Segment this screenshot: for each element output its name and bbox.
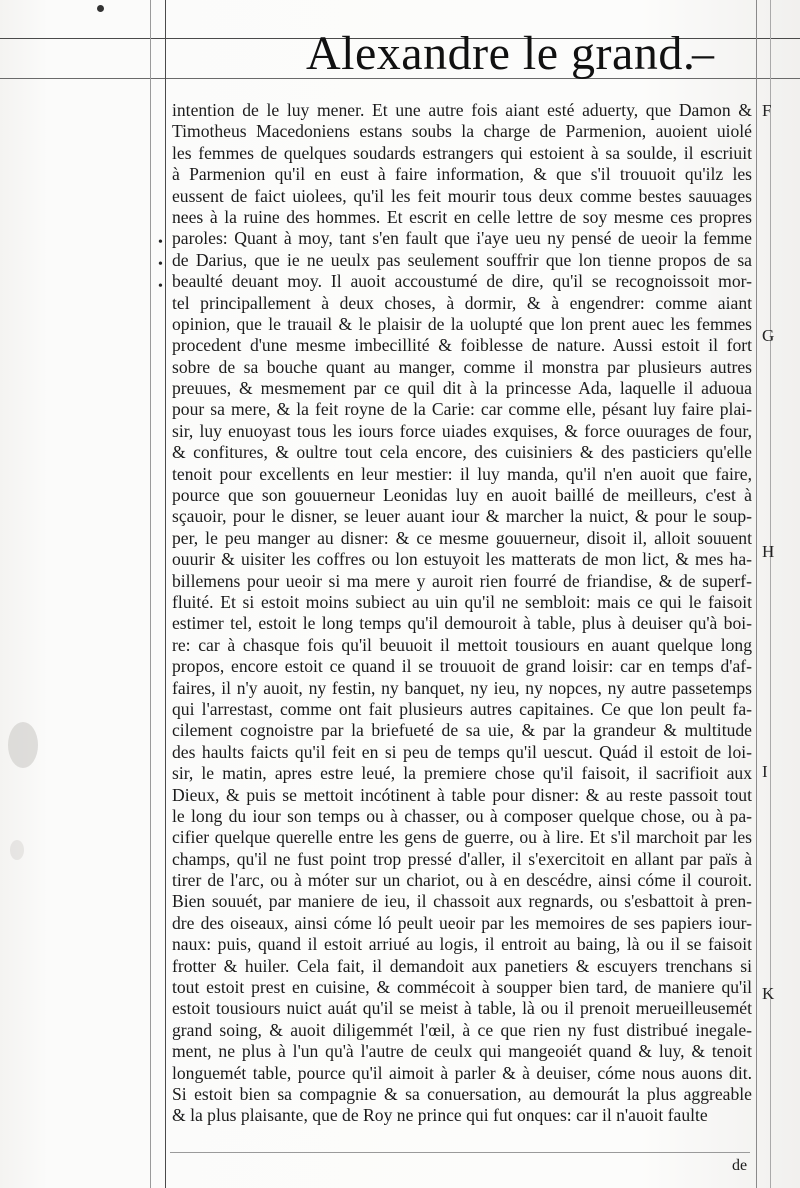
text-line: tirer de l'arc, ou à móter sur un chariot, ou à en descédre, ainsi cóme il couroit. bbox=[172, 870, 752, 891]
text-line: billemens pour ueoir si ma mere y auroit rien fourré de friandise, & de superf- bbox=[172, 570, 752, 591]
body-text bbox=[172, 100, 752, 1127]
text-line: le long du iour son temps ou à chasser, ou à composer quelque chose, ou à pa- bbox=[172, 805, 752, 826]
margin-letter-i: I bbox=[762, 762, 768, 781]
running-title: Alexandre le grand. bbox=[306, 27, 696, 80]
text-line: estimer tel, estoit le long temps qu'il demouroit à table, plus à deuiser qu'à boi- bbox=[172, 613, 752, 634]
footer-rule bbox=[170, 1152, 750, 1153]
text-line: beaulté deuant moy. Il auoit accoustumé de dire, qu'il se recognoissoit mor- bbox=[172, 271, 752, 292]
text-line: fluité. Et si estoit moins subiect au uin qu'il ne sembloit: mais ce qui le faisoit bbox=[172, 591, 752, 612]
text-line: intention de le luy mener. Et une autre fois aiant esté aduerty, que Damon & bbox=[172, 100, 752, 120]
text-line: cifier quelque querelle entre les gens de guerre, ou à lire. Et s'il marchoit par les bbox=[172, 827, 752, 848]
text-line: sçauoir, pour le disner, se leuer auant iour & marcher la nuict, & pour le soup- bbox=[172, 506, 752, 527]
text-line: & la plus plaisante, que de Roy ne prince qui fut onques: car il n'auoit faulte bbox=[172, 1105, 708, 1126]
text-line: cilement cognoistre par la briefueté de sa uie, & par la grandeur & multitude bbox=[172, 720, 752, 741]
text-line: pour sa mere, & la feit royne de la Carie: car comme elle, pésant luy faire plai- bbox=[172, 399, 752, 420]
text-line: opinion, que le trauail & le plaisir de la uolupté que lon prent auec les femmes bbox=[172, 313, 752, 334]
text-line: champs, qu'il ne fust point trop pressé d'aller, il s'exercitoit en allant par païs à bbox=[172, 848, 752, 869]
text-line: tenoit pour excellents en leur mestier: il luy manda, qu'il n'en auoit que faire, bbox=[172, 463, 752, 484]
margin-marker: • bbox=[158, 279, 163, 294]
text-line: & confitures, & oultre tout cela encore, des cuisiniers & des pasticiers qu'elle bbox=[172, 442, 752, 463]
margin-marker: • bbox=[158, 257, 163, 272]
text-line: preuues, & mesmement par ce quil dit à la princesse Ada, laquelle il aduoua bbox=[172, 378, 752, 399]
text-line: paroles: Quant à moy, tant s'en fault que i'aye ueu ny pensé de ueoir la femme bbox=[172, 228, 752, 249]
text-line: propos, encore estoit ce quand il se trouuoit de grand loisir: car en temps d'af- bbox=[172, 656, 752, 677]
text-line: ment, ne plus à l'un qu'à l'autre de ceulx qui mangeoiét quand & luy, & tenoit bbox=[172, 1041, 752, 1062]
page-stain bbox=[10, 840, 24, 860]
margin-rule-left bbox=[165, 0, 166, 1188]
text-line: qui l'arrestast, comme ont fait plusieurs autres capitaines. Ce que lon peult fa- bbox=[172, 698, 752, 719]
text-line: sobre de sa bouche quant au manger, comme il monstra par plusieurs autres bbox=[172, 356, 752, 377]
running-dash: – bbox=[692, 29, 714, 78]
page-stain bbox=[8, 722, 38, 768]
text-line: Bien souuét, par maniere de ieu, il chassoit aux regnards, ou s'esbattoit à pren- bbox=[172, 891, 752, 912]
text-line: naux: puis, quand il estoit arriué au logis, il entroit au baing, là ou il se faisoit bbox=[172, 934, 752, 955]
text-line: procedent d'une mesme imbecillité & foiblesse de nature. Aussi estoit il fort bbox=[172, 335, 752, 356]
text-line: re: car à chasque fois qu'il beuuoit il mettoit tousiours en auant quelque long bbox=[172, 634, 752, 655]
text-line: faires, il n'y auoit, ny festin, ny banquet, ny ieu, ny nopces, ny autre passetemps bbox=[172, 677, 752, 698]
text-line: grand soing, & auoit diligemmét l'œil, à ce que rien ny fust distribué inegale- bbox=[172, 1019, 752, 1040]
text-line: longuemét table, pource qu'il aimoit à parler & à deuiser, cóme nous auons dit. bbox=[172, 1062, 752, 1083]
margin-letter-f: F bbox=[762, 101, 772, 120]
margin-letter-h: H bbox=[762, 542, 775, 561]
margin-rule-left-outer bbox=[150, 0, 151, 1188]
text-line: sir, le matin, apres estre leué, la premiere chose qu'il faisoit, il sacrifioit aux bbox=[172, 763, 752, 784]
text-line: dre des oiseaux, ainsi cóme ló peult ueoir par les memoires de ses papiers iour- bbox=[172, 912, 752, 933]
text-line: frotter & huiler. Cela fait, il demandoit aux panetiers & escuyers trenchans si bbox=[172, 955, 752, 976]
margin-rule-right bbox=[756, 0, 757, 1188]
text-line: de Darius, que ie ne ueulx pas seulement souffrir que lon tienne propos de sa bbox=[172, 249, 752, 270]
text-line: les femmes de quelques soudards estrangers qui estoient à sa soulde, il escriuit bbox=[172, 142, 752, 163]
margin-rule-right-outer bbox=[770, 0, 771, 1188]
text-line: Timotheus Macedoniens estans soubs la charge de Parmenion, auoient uiolé bbox=[172, 121, 752, 142]
catchword: de bbox=[732, 1157, 748, 1174]
text-line: des haults faicts qu'il feit en si peu de temps qu'il uescut. Quád il estoit de loi- bbox=[172, 741, 752, 762]
text-line: per, le peu manger au disner: & ce mesme gouuerneur, disoit il, alloit souuent bbox=[172, 527, 752, 548]
text-line: tel principallement à deux choses, à dormir, & à engendrer: comme aiant bbox=[172, 292, 752, 313]
text-line: ouurir & uisiter les coffres ou lon estuyoit les matterats de mon lict, & mes ha- bbox=[172, 549, 752, 570]
margin-marker: • bbox=[158, 235, 163, 250]
text-line: eussent de faict uiolees, qu'il les feit mourir tous deux comme bestes sauuages bbox=[172, 185, 752, 206]
text-line: pource que son gouuerneur Leonidas luy en auoit baillé de meilleurs, c'est à bbox=[172, 485, 752, 506]
ink-dot bbox=[97, 5, 104, 12]
text-line: tout estoit prest en cuisine, & commécoit à soupper bien tard, de maniere qu'il bbox=[172, 977, 752, 998]
text-line: nees à la ruine des hommes. Et escrit en celle lettre de soy mesme ces propres bbox=[172, 206, 752, 227]
text-line: Si estoit bien sa compagnie & sa conuersation, au demourát la plus aggreable bbox=[172, 1083, 752, 1104]
margin-letter-g: G bbox=[762, 326, 775, 345]
text-line: estoit tousiours nuict auát qu'il se meist à table, là ou il prenoit merueilleusemét bbox=[172, 998, 752, 1019]
text-line: Dieux, & puis se mettoit incótinent à table pour disner: & au reste passoit tout bbox=[172, 784, 752, 805]
text-line: sir, luy enuoyast tous les iours force uiades exquises, & force ouurages de four, bbox=[172, 420, 752, 441]
margin-letter-k: K bbox=[762, 984, 775, 1003]
text-line: à Parmenion qu'il en eust à faire information, & que s'il trouuoit qu'ilz les bbox=[172, 164, 752, 185]
